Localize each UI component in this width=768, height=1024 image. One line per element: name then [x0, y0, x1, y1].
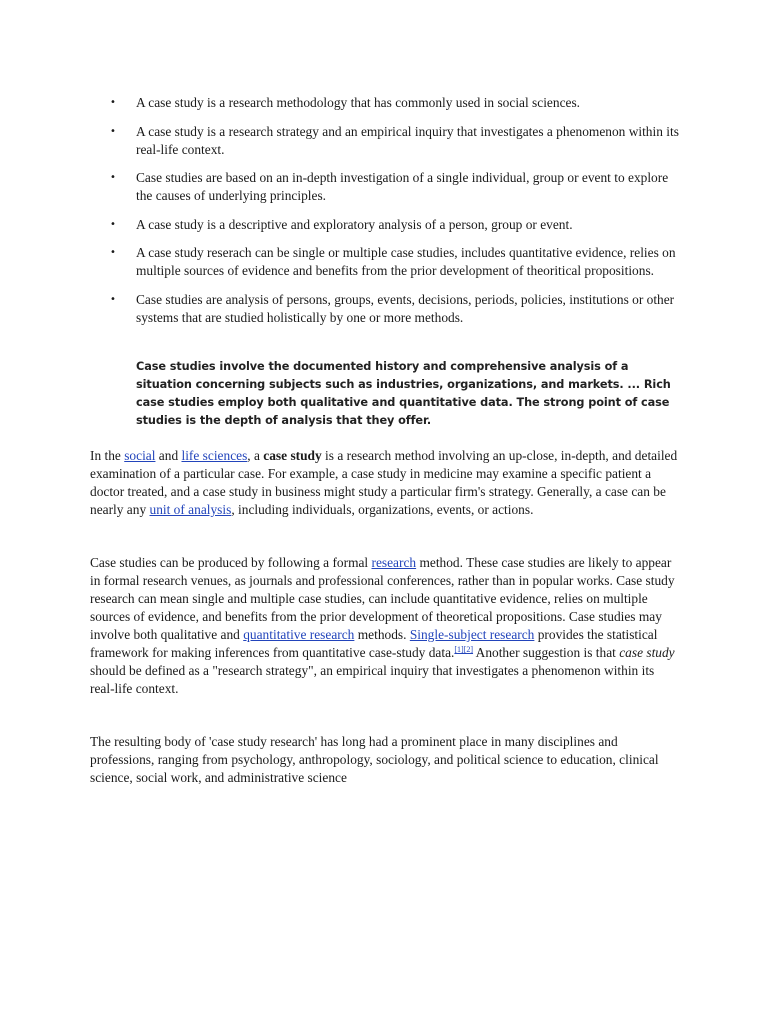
link-life-sciences[interactable]: life sciences — [181, 448, 248, 463]
paragraph-body-of-research: The resulting body of 'case study research' has long had a prominent place in many disciplines and professions, ranging from psychology, anthropology, sociology, and political science to education, clinical science, social work, and administrative science — [90, 734, 659, 785]
list-item — [110, 123, 685, 159]
paragraph-intro — [90, 447, 680, 519]
paragraph-research — [90, 554, 680, 698]
text-run: provides the statistical framework for making inferences from quantitative case-study data. — [90, 627, 658, 660]
link-social[interactable]: social — [124, 448, 156, 463]
list-item-text: A case study is a descriptive and exploratory analysis of a person, group or event. — [136, 216, 573, 232]
text-run: should be defined as a "research strategy", an empirical inquiry that investigates a phenomenon within its real-life context. — [90, 663, 655, 696]
bullet-list — [110, 94, 685, 337]
text-run: , including individuals, organizations, events, or actions. — [231, 502, 534, 517]
list-item — [110, 169, 685, 205]
text-run: methods. — [354, 627, 410, 642]
link-research[interactable]: research — [371, 555, 417, 570]
list-item-text: A case study is a research strategy and an empirical inquiry that investigates a phenomenon within its real-life context. — [136, 123, 679, 157]
bullet-marker: • — [110, 247, 116, 258]
text-run: and — [155, 448, 182, 463]
text-run: In the — [90, 448, 125, 463]
text-run: , a — [247, 448, 264, 463]
list-item-text: A case study is a research methodology that has commonly used in social sciences. — [136, 95, 581, 110]
text-run: method. These case studies are likely to appear in formal research venues, as journals and professional conferences, rather than in popular works. Case study research can mean single and multiple case studies, can include quantitative evidence, relies on multiple sources of evidence, and benefits from the prior development of theoretical propositions. Case studies may involve both qualitative and — [90, 555, 675, 642]
list-item — [110, 244, 685, 280]
list-item-text: A case study reserach can be single or multiple case studies, includes quantitative evidence, relies on multiple sources of evidence and benefits from the prior development of theoritical propositions. — [136, 245, 676, 278]
list-item — [110, 94, 685, 112]
link-quantitative-research[interactable]: quantitative research — [243, 627, 355, 642]
list-item-text: Case studies are analysis of persons, groups, events, decisions, periods, policies, institutions or other systems that are studied holistically by one or more methods. — [136, 291, 675, 325]
list-item — [110, 216, 685, 234]
text-run: Case studies can be produced by following a formal — [90, 555, 372, 570]
citation-refs[interactable]: [1][2] — [454, 645, 474, 654]
highlight-callout: Case studies involve the documented history and comprehensive analysis of a situation concerning subjects such as industries, organizations, and markets. ... Rich case studies employ both qualitative and quantitative data. The strong point of case studies is the depth of analysis that they offer. — [136, 360, 671, 427]
link-single-subject-research[interactable]: Single-subject research — [409, 627, 535, 642]
bullet-marker: • — [110, 172, 116, 183]
bold-term-case-study: case study — [263, 448, 322, 463]
text-run: Another suggestion is that — [473, 645, 620, 660]
bullet-marker: • — [110, 293, 116, 305]
bullet-marker: • — [110, 218, 116, 230]
italic-term-case-study: case study — [619, 645, 675, 660]
link-unit-of-analysis[interactable]: unit of analysis — [149, 502, 232, 517]
text-run: is a research method involving an up-close, in-depth, and detailed examination of a particular case. For example, a case study in medicine may examine a specific patient a doctor treated, and a case study in business might study a particular firm's strategy. Generally, a case can be nearly any — [90, 448, 678, 517]
list-item — [110, 291, 685, 327]
bullet-marker: • — [110, 125, 116, 137]
list-item-text: Case studies are based on an in-depth investigation of a single individual, group or event to explore the causes of underlying principles. — [136, 170, 669, 203]
bullet-marker: • — [110, 97, 116, 108]
